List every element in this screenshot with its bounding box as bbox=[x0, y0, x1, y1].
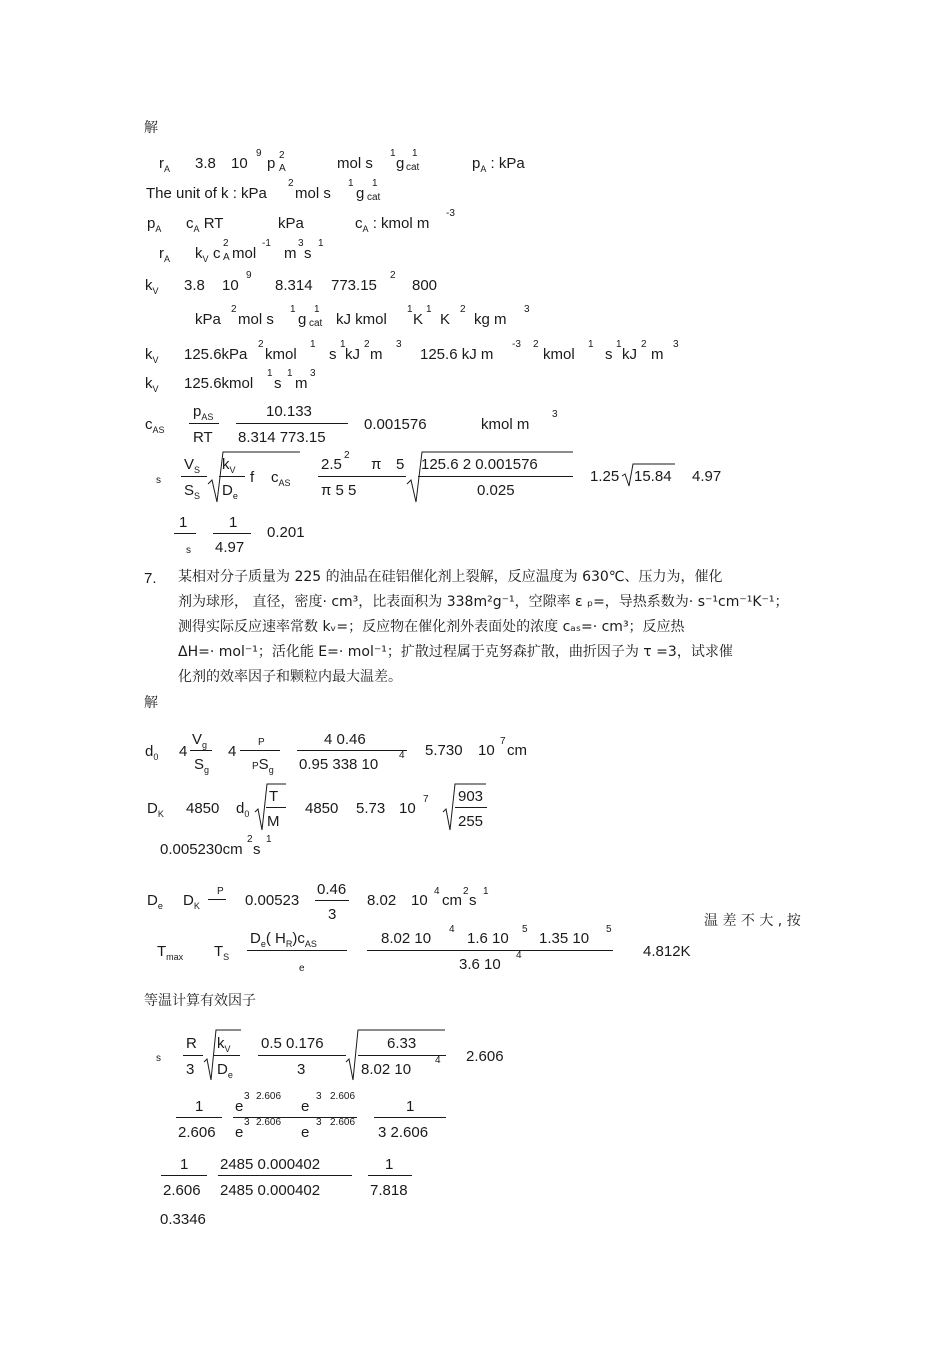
denominator: π 5 5 bbox=[321, 482, 357, 499]
subscript: cat bbox=[367, 192, 381, 203]
sub: AS bbox=[304, 939, 317, 949]
value: 4.812K bbox=[643, 943, 691, 960]
denominator: 3 bbox=[186, 1061, 195, 1078]
numerator: 10.133 bbox=[266, 403, 312, 420]
exponent: 2 bbox=[390, 270, 396, 281]
sub: g bbox=[268, 765, 274, 775]
unit: s bbox=[253, 841, 261, 858]
fraction-bar bbox=[218, 1175, 352, 1176]
fraction-bar bbox=[214, 1055, 240, 1056]
sub: V bbox=[152, 384, 159, 394]
unit: s bbox=[274, 375, 282, 392]
value: 10 bbox=[222, 277, 239, 294]
var-p: p bbox=[472, 155, 481, 172]
value: 10 bbox=[478, 742, 495, 759]
denominator: 255 bbox=[458, 813, 484, 830]
sub: AS bbox=[152, 425, 165, 435]
exponent: 3 bbox=[316, 1091, 322, 1102]
value: 10 bbox=[411, 892, 428, 909]
var: p bbox=[147, 215, 156, 232]
sub: P bbox=[252, 761, 259, 772]
exponent: 4 bbox=[449, 924, 455, 935]
var: c bbox=[213, 245, 221, 262]
sub: A bbox=[164, 254, 171, 264]
solution-label-1: 解 bbox=[144, 120, 158, 136]
exp-e: e bbox=[301, 1124, 310, 1141]
sub: A bbox=[155, 224, 162, 234]
value: 0.005230cm bbox=[160, 841, 243, 858]
value: 4 bbox=[228, 743, 237, 760]
numerator-part: 1.35 10 bbox=[539, 930, 590, 947]
value: 10 bbox=[231, 155, 248, 172]
fraction-bar bbox=[219, 476, 245, 477]
fraction-bar bbox=[318, 476, 406, 477]
numerator-part: 1.6 10 bbox=[467, 930, 509, 947]
value: 5.73 bbox=[356, 800, 386, 817]
sub: V bbox=[152, 286, 159, 296]
sub: V bbox=[152, 355, 159, 365]
exponent: 3 bbox=[310, 368, 316, 379]
fraction-bar bbox=[418, 476, 573, 477]
denominator: 2.606 bbox=[178, 1124, 216, 1141]
subscript: cat bbox=[406, 162, 420, 173]
exponent: 4 bbox=[516, 950, 522, 961]
var-g: g bbox=[356, 185, 365, 202]
unit: m bbox=[284, 245, 297, 262]
unit: s bbox=[469, 892, 477, 909]
unit: s bbox=[304, 245, 312, 262]
var: S bbox=[184, 482, 195, 499]
exponent: 3 bbox=[524, 304, 530, 315]
value: 4 bbox=[179, 743, 188, 760]
var: S bbox=[194, 756, 205, 773]
sub: K bbox=[193, 901, 200, 911]
value: 3.8 bbox=[184, 277, 205, 294]
denominator: s bbox=[186, 545, 191, 556]
var: r bbox=[159, 245, 164, 262]
problem-line: 剂为球形， 直径，密度· cm³，比表面积为 338m²g⁻¹，空隙率 ε ₚ=，导热系数为· s⁻¹cm⁻¹K⁻¹； bbox=[178, 594, 789, 610]
sub: AS bbox=[201, 412, 214, 422]
var: k bbox=[145, 277, 153, 294]
unit-text: mol s bbox=[295, 185, 331, 202]
var: k bbox=[145, 375, 153, 392]
exponent: 1 bbox=[287, 368, 293, 379]
fraction-bar bbox=[315, 900, 349, 901]
exponent: 1 bbox=[412, 148, 418, 159]
value: 1.25 bbox=[590, 468, 620, 485]
exponent: 2 bbox=[460, 304, 466, 315]
exponent: 4 bbox=[434, 886, 440, 897]
exponent: 1 bbox=[318, 238, 324, 249]
problem-line: 化剂的效率因子和颗粒内最大温差。 bbox=[178, 669, 402, 685]
value: 2.606 bbox=[466, 1048, 504, 1065]
value: 0.001576 bbox=[364, 416, 427, 433]
unit: s bbox=[605, 346, 613, 363]
value: 125.6kmol bbox=[184, 375, 254, 392]
var: D bbox=[147, 800, 158, 817]
denominator: 3 2.606 bbox=[378, 1124, 429, 1141]
denominator: M bbox=[267, 813, 280, 830]
exponent: 1 bbox=[390, 148, 396, 159]
var-g: g bbox=[298, 311, 307, 328]
var: c bbox=[145, 416, 153, 433]
denominator: 0.025 bbox=[477, 482, 515, 499]
value: 15.84 bbox=[634, 468, 672, 485]
exponent: 1 bbox=[616, 339, 622, 350]
exponent: 1 bbox=[267, 368, 273, 379]
var-f: f bbox=[250, 469, 255, 486]
exponent: 1 bbox=[407, 304, 413, 315]
numerator: 1 bbox=[229, 514, 238, 531]
sub: S bbox=[223, 952, 230, 962]
numerator: P bbox=[258, 737, 265, 748]
var: k bbox=[145, 346, 153, 363]
denominator: 8.02 10 bbox=[361, 1061, 412, 1078]
solution-label-2: 解 bbox=[144, 695, 158, 711]
fraction-bar bbox=[161, 1175, 207, 1176]
value: 125.6 kJ m bbox=[420, 346, 494, 363]
exponent: 3 bbox=[552, 409, 558, 420]
fraction-bar bbox=[189, 423, 219, 424]
exponent: 1 bbox=[372, 178, 378, 189]
var: T bbox=[214, 943, 224, 960]
var: c bbox=[355, 215, 363, 232]
fraction-bar bbox=[190, 750, 212, 751]
var: D bbox=[250, 930, 261, 947]
unit: : kmol m bbox=[372, 215, 430, 232]
var: c bbox=[186, 215, 194, 232]
sub: g bbox=[202, 740, 208, 750]
denominator: 0.95 338 10 bbox=[299, 756, 379, 773]
var-g: g bbox=[396, 155, 405, 172]
unit: kJ bbox=[622, 346, 637, 363]
sub: A bbox=[193, 224, 200, 234]
exponent: 2 bbox=[247, 834, 253, 845]
sub: R bbox=[285, 939, 293, 949]
sub: 0 bbox=[244, 809, 250, 819]
phi-subscript: s bbox=[156, 475, 161, 486]
pi: π bbox=[371, 456, 382, 473]
exponent: 1 bbox=[340, 339, 346, 350]
fraction-bar bbox=[258, 1055, 346, 1056]
value: 2.5 bbox=[321, 456, 342, 473]
denominator: 3.6 10 bbox=[459, 956, 501, 973]
fraction-bar bbox=[183, 1055, 203, 1056]
value: 125.6kPa bbox=[184, 346, 248, 363]
exponent: 2.606 bbox=[330, 1091, 356, 1102]
subscript: cat bbox=[309, 318, 323, 329]
fraction-bar bbox=[181, 476, 207, 477]
denominator: e bbox=[299, 963, 305, 974]
value: 5 bbox=[396, 456, 405, 473]
sub: S bbox=[194, 465, 201, 475]
exponent: 5 bbox=[522, 924, 528, 935]
exponent: 1 bbox=[266, 834, 272, 845]
exponent: 2 bbox=[463, 886, 469, 897]
value: 0.00523 bbox=[245, 892, 300, 909]
sub: g bbox=[204, 765, 210, 775]
exponent: 1 bbox=[588, 339, 594, 350]
exponent: 3 bbox=[298, 238, 304, 249]
exp-e: e bbox=[235, 1124, 244, 1141]
fraction-bar bbox=[240, 750, 280, 751]
exponent: 2.606 bbox=[256, 1117, 282, 1128]
sub: max bbox=[166, 952, 184, 962]
sub: K bbox=[157, 809, 164, 819]
sub: e bbox=[232, 491, 238, 501]
fraction-bar bbox=[174, 533, 196, 534]
exponent: 1 bbox=[290, 304, 296, 315]
exponent: 2 bbox=[344, 450, 350, 461]
unit: kJ bbox=[345, 346, 360, 363]
value: 4850 bbox=[186, 800, 220, 817]
sub: V bbox=[229, 465, 236, 475]
value: 800 bbox=[412, 277, 438, 294]
exponent: -3 bbox=[512, 339, 521, 350]
sub: A bbox=[164, 164, 171, 174]
exponent: 3 bbox=[673, 339, 679, 350]
exponent: 2 bbox=[223, 238, 229, 249]
var: D bbox=[217, 1061, 228, 1078]
denominator: RT bbox=[193, 429, 213, 446]
sub: e bbox=[260, 939, 266, 949]
value: 0.201 bbox=[267, 524, 305, 541]
denominator: 4.97 bbox=[215, 539, 245, 556]
numerator: 1 bbox=[195, 1098, 204, 1115]
exponent: 5 bbox=[606, 924, 612, 935]
exponent: 1 bbox=[426, 304, 432, 315]
unit: m bbox=[370, 346, 383, 363]
value: 10 bbox=[399, 800, 416, 817]
value: 5.730 bbox=[425, 742, 463, 759]
var-r: r bbox=[159, 155, 164, 172]
fraction-bar bbox=[213, 533, 251, 534]
sub: AS bbox=[278, 478, 291, 488]
denominator: 2485 0.000402 bbox=[220, 1182, 321, 1199]
phi-subscript: s bbox=[156, 1053, 161, 1064]
numerator: 1 bbox=[179, 514, 188, 531]
exponent: 4 bbox=[399, 750, 405, 761]
var: d bbox=[145, 743, 154, 760]
exponent: 1 bbox=[310, 339, 316, 350]
exponent: 7 bbox=[423, 794, 429, 805]
unit: cm bbox=[442, 892, 462, 909]
unit: kPa bbox=[195, 311, 221, 328]
numerator: 0.5 0.176 bbox=[261, 1035, 324, 1052]
expr: ( H bbox=[265, 930, 286, 947]
expr: )c bbox=[292, 930, 305, 947]
var: S bbox=[258, 756, 269, 773]
sub: A bbox=[480, 164, 487, 174]
unit: K bbox=[440, 311, 451, 328]
exponent: 1 bbox=[348, 178, 354, 189]
value: 773.15 bbox=[331, 277, 377, 294]
problem-line: 测得实际反应速率常数 kᵥ=；反应物在催化剂外表面处的浓度 cₐₛ=· cm³；反应热 bbox=[178, 619, 685, 635]
exponent: 3 bbox=[244, 1117, 250, 1128]
numerator: R bbox=[186, 1035, 197, 1052]
unit: m bbox=[651, 346, 664, 363]
unit: mol s bbox=[238, 311, 274, 328]
problem-number: 7. bbox=[144, 570, 157, 587]
denominator: 3 bbox=[297, 1061, 306, 1078]
var-p: p bbox=[267, 155, 276, 172]
fraction-bar bbox=[176, 1117, 222, 1118]
value: 4850 bbox=[305, 800, 339, 817]
numerator: 2485 0.000402 bbox=[220, 1156, 321, 1173]
exponent: 2 bbox=[279, 150, 285, 161]
exponent: 4 bbox=[435, 1055, 441, 1066]
value: 8.02 bbox=[367, 892, 397, 909]
unit: kmol m bbox=[481, 416, 530, 433]
exponent: 2.606 bbox=[256, 1091, 282, 1102]
numerator: 1 bbox=[385, 1156, 394, 1173]
exponent: 9 bbox=[246, 270, 252, 281]
problem-line: 某相对分子质量为 225 的油品在硅铝催化剂上裂解，反应温度为 630℃、压力为，催化 bbox=[178, 569, 723, 585]
sub: V bbox=[224, 1044, 231, 1054]
denominator: 2.606 bbox=[163, 1182, 201, 1199]
value: 3.8 bbox=[195, 155, 216, 172]
unit: kg m bbox=[474, 311, 507, 328]
var: V bbox=[192, 731, 203, 748]
var: k bbox=[217, 1035, 225, 1052]
numerator: T bbox=[269, 788, 279, 805]
var: D bbox=[183, 892, 194, 909]
exp-e: e bbox=[301, 1098, 310, 1115]
exponent: 2 bbox=[288, 178, 294, 189]
denominator: 7.818 bbox=[370, 1182, 408, 1199]
isothermal-note: 等温计算有效因子 bbox=[144, 993, 256, 1009]
fraction-bar bbox=[455, 807, 487, 808]
var: V bbox=[184, 456, 195, 473]
var: D bbox=[222, 482, 233, 499]
unit: kmol bbox=[543, 346, 575, 363]
exponent: 3 bbox=[316, 1117, 322, 1128]
sub: V bbox=[202, 254, 209, 264]
var: d bbox=[236, 800, 245, 817]
unit: K bbox=[413, 311, 424, 328]
exponent: 3 bbox=[396, 339, 402, 350]
sub: e bbox=[227, 1070, 233, 1080]
fraction-bar bbox=[247, 950, 347, 951]
exponent: 7 bbox=[500, 736, 506, 747]
exponent: 1 bbox=[314, 304, 320, 315]
exponent: 2 bbox=[533, 339, 539, 350]
numerator: 4 0.46 bbox=[324, 731, 366, 748]
unit: : kPa bbox=[490, 155, 525, 172]
fraction-bar bbox=[368, 1175, 412, 1176]
exponent: 2.606 bbox=[330, 1117, 356, 1128]
denominator: 3 bbox=[328, 906, 337, 923]
numerator-part: 8.02 10 bbox=[381, 930, 432, 947]
unit: m bbox=[295, 375, 308, 392]
fraction-bar bbox=[266, 807, 286, 808]
unit: cm bbox=[507, 742, 527, 759]
unit: kPa bbox=[278, 215, 304, 232]
value: 8.314 bbox=[275, 277, 313, 294]
exponent: 2 bbox=[258, 339, 264, 350]
unit: s bbox=[329, 346, 337, 363]
exponent: 2 bbox=[364, 339, 370, 350]
sub: 0 bbox=[153, 752, 159, 762]
var: p bbox=[193, 403, 202, 420]
unit: mol bbox=[232, 245, 257, 262]
var: D bbox=[147, 892, 158, 909]
unit: kmol bbox=[265, 346, 297, 363]
numerator: 6.33 bbox=[387, 1035, 417, 1052]
numerator: 903 bbox=[458, 788, 484, 805]
side-note: 温 差 不 大 , 按 bbox=[704, 913, 801, 929]
problem-line: ΔH=· mol⁻¹；活化能 E=· mol⁻¹；扩散过程属于克努森扩散，曲折因子为 τ =3，试求催 bbox=[178, 644, 733, 660]
fraction-bar bbox=[236, 423, 348, 424]
unit-text: The unit of k : kPa bbox=[146, 185, 267, 202]
exponent: 3 bbox=[244, 1091, 250, 1102]
fraction-bar bbox=[374, 1117, 446, 1118]
numerator: P bbox=[217, 886, 224, 897]
fraction-bar bbox=[358, 1055, 446, 1056]
exp-e: e bbox=[235, 1098, 244, 1115]
fraction-bar bbox=[297, 750, 407, 751]
exponent: -1 bbox=[262, 238, 271, 249]
numerator: 125.6 2 0.001576 bbox=[421, 456, 538, 473]
value: 4.97 bbox=[692, 468, 722, 485]
numerator: 0.46 bbox=[317, 881, 347, 898]
var: RT bbox=[203, 215, 224, 232]
sub: A bbox=[362, 224, 369, 234]
subscript: A bbox=[279, 163, 286, 174]
unit: kJ kmol bbox=[336, 311, 387, 328]
exponent: 1 bbox=[483, 886, 489, 897]
var: k bbox=[195, 245, 203, 262]
sub: e bbox=[157, 901, 163, 911]
fraction-bar bbox=[367, 950, 613, 951]
exponent: 2 bbox=[231, 304, 237, 315]
denominator: 8.314 773.15 bbox=[238, 429, 326, 446]
var: c bbox=[271, 469, 279, 486]
numerator: 1 bbox=[180, 1156, 189, 1173]
final-value: 0.3346 bbox=[160, 1211, 206, 1228]
numerator: 1 bbox=[406, 1098, 415, 1115]
exponent: -3 bbox=[446, 208, 455, 219]
sub: S bbox=[194, 491, 201, 501]
subscript: A bbox=[223, 252, 230, 263]
fraction-bar bbox=[208, 899, 226, 900]
exponent: 2 bbox=[641, 339, 647, 350]
exponent: 9 bbox=[256, 148, 262, 159]
var: k bbox=[222, 456, 230, 473]
units: mol s bbox=[337, 155, 373, 172]
var: T bbox=[157, 943, 167, 960]
